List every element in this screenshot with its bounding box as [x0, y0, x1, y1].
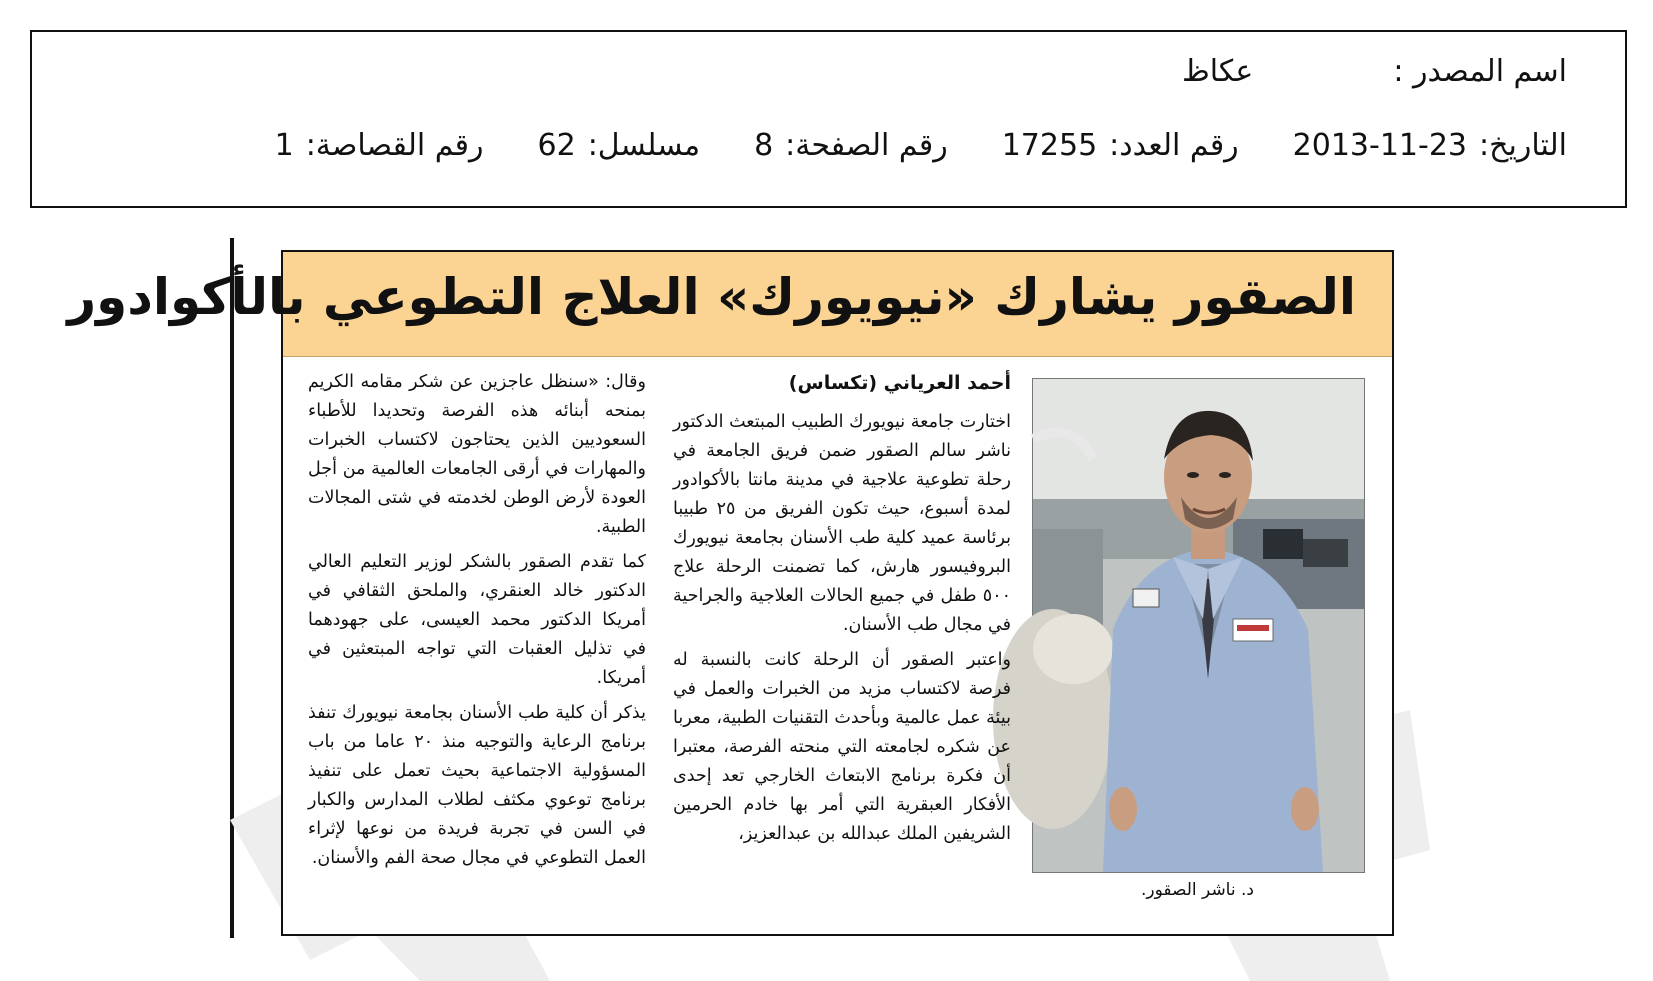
date-label: التاريخ: — [1479, 128, 1567, 163]
serial-field — [538, 128, 701, 163]
serial-value: 62 — [537, 128, 576, 163]
clip-value: 1 — [274, 128, 294, 163]
source-value: عكاظ — [1181, 54, 1254, 89]
headline-band — [67, 252, 1392, 357]
page-field — [754, 128, 948, 163]
metadata-row — [275, 128, 1567, 163]
paragraph: وقال: «سنظل عاجزين عن شكر مقامه الكريم بمنحه أبنائه هذه الفرصة وتحديدا للأطباء السعوديين الذين يحتاجون لاكتساب الخبرات والمهارات في أرقى الجامعات العالمية من أجل العودة لأرض الوطن لخدمته في شتى المجالات الطبية. — [308, 372, 646, 537]
source-name — [1393, 54, 1567, 89]
article-column-left — [308, 368, 646, 873]
portrait-illustration — [1033, 379, 1364, 872]
serial-label: مسلسل: — [587, 128, 701, 163]
issue-label: رقم العدد: — [1109, 128, 1239, 163]
paragraph: اختارت جامعة نيويورك الطبيب المبتعث الدكتور ناشر سالم الصقور ضمن فريق الجامعة في رحلة تطوعية علاجية في مدينة مانتا بالأكوادور لمدة أسبوع، حيث تكون الفريق من ٢٥ طبيبا برئاسة عميد كلية طب الأسنان بجامعة نيويورك البروفيسور هارش، كما تضمنت الرحلة علاج ٥٠٠ طفل في جميع الحالات العلاجية والجراحية في مجال طب الأسنان. — [673, 412, 1011, 635]
page-label: رقم الصفحة: — [785, 128, 948, 163]
article-column-right — [673, 408, 1011, 849]
clip-field — [275, 128, 484, 163]
date-field — [1293, 128, 1567, 163]
issue-value: 17255 — [1001, 128, 1098, 163]
byline: أحمد العرياني (تكساس) — [788, 372, 1011, 394]
photo-caption: د. ناشر الصقور. — [1141, 880, 1254, 900]
newspaper-clipping — [67, 250, 1394, 936]
paragraph: يذكر أن كلية طب الأسنان بجامعة نيويورك تنفذ برنامج الرعاية والتوجيه منذ ٢٠ عاما من باب المسؤولية الاجتماعية بحيث تعمل على تنفيذ برنامج توعوي مكثف لطلاب المدارس والكبار في السن في تجربة فريدة من نوعها لإثراء العمل التطوعي في مجال صحة الفم والأسنان. — [308, 703, 646, 868]
page-value: 8 — [754, 128, 774, 163]
paragraph: كما تقدم الصقور بالشكر لوزير التعليم العالي الدكتور خالد العنقري، والملحق الثقافي في أمريكا الدكتور محمد العيسى، على جهودهما في تذليل العقبات التي تواجه المبتعثين في أمريكا. — [308, 552, 646, 688]
source-label: اسم المصدر : — [1393, 54, 1567, 89]
source-row — [1182, 54, 1567, 89]
headline: الصقور يشارك «نيويورك» العلاج التطوعي بالأكوادور — [67, 268, 1356, 326]
portrait-photo — [1032, 378, 1365, 873]
paragraph: واعتبر الصقور أن الرحلة كانت بالنسبة له فرصة لاكتساب مزيد من الخبرات والعمل في بيئة عمل عالمية وبأحدث التقنيات الطبية، معربا عن شكره لجامعته التي منحته الفرصة، معتبرا أن فكرة برنامج الابتعاث الخارجي تعد إحدى الأفكار العبقرية التي أمر بها خادم الحرمين الشريفين الملك عبدالله بن عبدالعزيز، — [673, 650, 1011, 844]
date-value: 2013-11-23 — [1292, 128, 1468, 163]
issue-field — [1002, 128, 1239, 163]
source-info-box — [30, 30, 1627, 208]
clip-label: رقم القصاصة: — [305, 128, 484, 163]
